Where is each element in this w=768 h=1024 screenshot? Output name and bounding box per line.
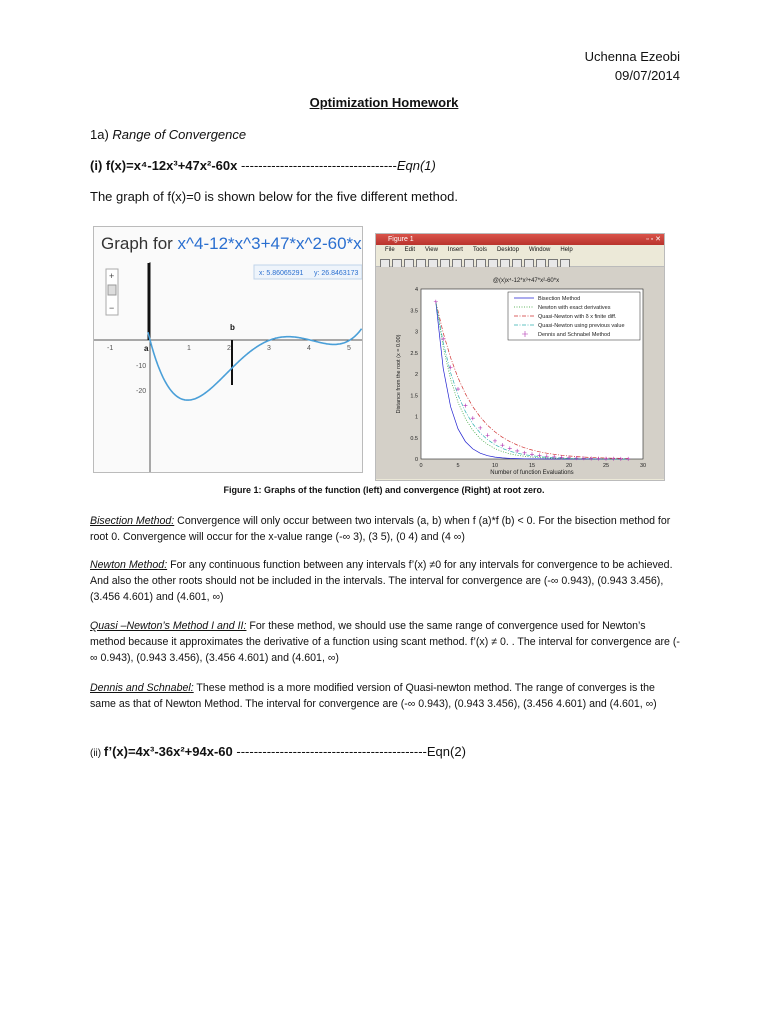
section-heading bbox=[90, 126, 246, 143]
menu-edit[interactable]: Edit bbox=[404, 247, 416, 253]
paragraph-body: Convergence will only occur between two intervals (a, b) when f (a)*f (b) < 0. For the bisection method for root 0. Convergence will occur for the x-value range (-∞ 3), (3 5), (0 4) and (4 ∞) bbox=[90, 515, 671, 543]
y-tick-label: 3.5 bbox=[410, 308, 418, 315]
left-graph-title: Graph for x^4-12*x^3+47*x^2-60*x bbox=[101, 234, 362, 253]
equation-1-text: f(x)=x⁴-12x³+47x²-60x bbox=[105, 158, 238, 173]
y-tick-label: 4 bbox=[414, 287, 418, 293]
window-title: Figure 1 bbox=[388, 236, 414, 243]
x-tick-label: 4 bbox=[307, 345, 311, 352]
equation-1-tag: Eqn(1) bbox=[396, 158, 436, 173]
paragraph-body: For any continuous function between any intervals f’(x) ≠0 for any intervals for convergence to be achieved. And also the other roots should not be included in the intervals. The interval for convergence are (-∞ 0.943), (0.943 3.456), (3.456 4.601) and (4.601, ∞) bbox=[90, 559, 673, 603]
convergence-plot-svg bbox=[376, 267, 664, 479]
menu-insert[interactable]: Insert bbox=[447, 247, 463, 253]
legend-label: Quasi-Newton using previous value bbox=[538, 323, 625, 329]
x-tick-label: 1 bbox=[187, 345, 191, 352]
document-date: 09/07/2014 bbox=[614, 68, 680, 83]
menu-help[interactable]: Help bbox=[560, 247, 573, 253]
x-tick-label: 3 bbox=[267, 345, 271, 352]
x-tick-label: 2 bbox=[227, 345, 231, 352]
equation-2-prefix: (ii) bbox=[90, 748, 104, 759]
x-tick-label: -1 bbox=[107, 345, 114, 352]
y-tick-label: -10 bbox=[136, 363, 147, 370]
author-name: Uchenna Ezeobi bbox=[584, 49, 680, 64]
equation-1-dashes: ------------------------------------ bbox=[240, 158, 397, 173]
legend-label: Quasi-Newton with δ x finite diff. bbox=[538, 314, 617, 320]
equation-2-dashes: -------------------------------------------- bbox=[236, 744, 427, 759]
menu-view[interactable]: View bbox=[425, 247, 438, 253]
x-tick-label: 30 bbox=[639, 463, 647, 469]
plot-title: @(x)x⁴-12*x³+47*x²-60*x bbox=[492, 278, 560, 284]
equation-1 bbox=[90, 157, 436, 174]
x-tick-label: 5 bbox=[347, 345, 351, 352]
left-graph-svg bbox=[94, 227, 362, 472]
paragraph-bisection bbox=[90, 513, 682, 545]
x-tick-label: 0 bbox=[419, 463, 423, 469]
x-axis-label: Number of function Evaluations bbox=[490, 470, 574, 476]
paragraph-body: For these method, we should use the same range of convergence used for Newton’s method because it approximates the derivative of a function using scant method. f’(x) ≠ 0. . The interval for convergence are (-∞ 0.943), (0.943 3.456), (3.456 4.601) and (4.601, ∞) bbox=[90, 620, 680, 664]
menu-bar bbox=[376, 245, 664, 255]
menu-desktop[interactable]: Desktop bbox=[496, 247, 519, 253]
equation-1-prefix: (i) bbox=[90, 158, 106, 173]
y-tick-label: 0 bbox=[414, 457, 418, 463]
y-tick-label: 0.5 bbox=[410, 435, 418, 442]
marker-a-label: a bbox=[144, 344, 149, 353]
paragraph-dennis-schnabel bbox=[90, 680, 682, 712]
paragraph-quasi-newton bbox=[90, 618, 682, 666]
paragraph-label: Quasi –Newton’s Method I and II: bbox=[90, 620, 247, 632]
x-tick-label: 25 bbox=[602, 463, 610, 469]
paragraph-label: Newton Method: bbox=[90, 559, 168, 571]
readout-x: x: 5.86065291 bbox=[259, 270, 304, 277]
section-number: 1a) bbox=[90, 127, 109, 142]
legend-label: Dennis and Schnabel Method bbox=[538, 332, 611, 338]
zoom-plus-icon[interactable]: + bbox=[109, 271, 115, 281]
y-tick-label: 2.5 bbox=[410, 350, 418, 357]
equation-2-tag: Eqn(2) bbox=[426, 744, 466, 759]
equation-2 bbox=[90, 743, 466, 762]
toolbar bbox=[376, 255, 664, 267]
x-tick-label: 5 bbox=[456, 463, 460, 469]
y-tick-label: 1 bbox=[414, 414, 418, 421]
y-axis-label: Distance from the root (x = 0.00) bbox=[396, 334, 402, 414]
window-controls[interactable]: ▫ ▫ ✕ bbox=[646, 236, 661, 243]
menu-file[interactable]: File bbox=[385, 247, 395, 253]
y-tick-label: 1.5 bbox=[410, 393, 418, 400]
pan-icon[interactable] bbox=[108, 285, 116, 295]
y-tick-label: -20 bbox=[136, 388, 147, 395]
legend-label: Newton with exact derivatives bbox=[538, 305, 611, 311]
equation-2-text: f’(x)=4x³-36x²+94x-60 bbox=[103, 744, 233, 759]
convergence-figure-window bbox=[375, 233, 665, 481]
paragraph-body: These method is a more modified version of Quasi-newton method. The range of converges is the same as that of Newton Method. The interval for convergence are (-∞ 0.943), (0.943 3.456), (3.456 4.601) and (4.601, ∞) bbox=[90, 682, 657, 710]
y-tick-label: 3 bbox=[414, 329, 418, 336]
left-function-graph bbox=[93, 226, 363, 473]
x-tick-label: 10 bbox=[491, 463, 499, 469]
figure-caption: Figure 1: Graphs of the function (left) and convergence (Right) at root zero. bbox=[223, 485, 545, 495]
x-tick-label: 20 bbox=[565, 463, 573, 469]
section-title: Range of Convergence bbox=[112, 127, 247, 142]
paragraph-newton bbox=[90, 557, 682, 605]
window-titlebar bbox=[376, 234, 664, 245]
x-tick-label: 15 bbox=[528, 463, 536, 469]
paragraph-label: Bisection Method: bbox=[90, 515, 175, 527]
y-tick-label: 2 bbox=[414, 372, 418, 378]
document-title: Optimization Homework bbox=[309, 95, 459, 110]
menu-tools[interactable]: Tools bbox=[472, 247, 487, 253]
intro-text: The graph of f(x)=0 is shown below for the five different method. bbox=[90, 189, 458, 204]
menu-window[interactable]: Window bbox=[528, 247, 551, 253]
paragraph-label: Dennis and Schnabel: bbox=[90, 682, 194, 694]
zoom-minus-icon[interactable]: − bbox=[109, 303, 115, 313]
legend-label: Bisection Method bbox=[538, 296, 581, 302]
readout-y: y: 26.8463173 bbox=[314, 270, 359, 277]
marker-b-label: b bbox=[230, 323, 235, 332]
